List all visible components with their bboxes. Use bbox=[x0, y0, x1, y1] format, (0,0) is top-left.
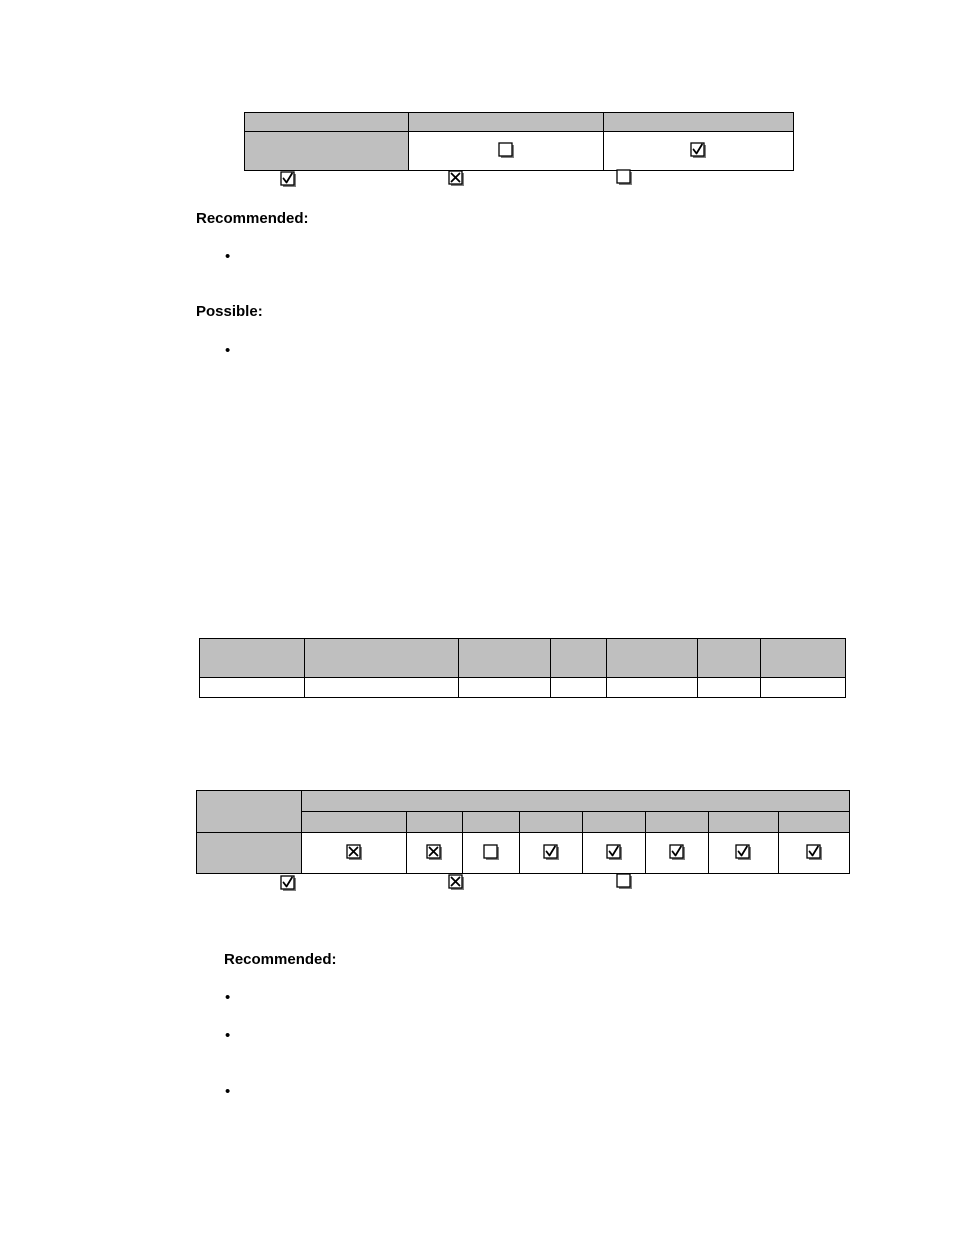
table-header-row bbox=[197, 791, 850, 812]
table-header-cell bbox=[709, 812, 779, 833]
table-header-cell bbox=[302, 812, 407, 833]
table-header-cell bbox=[245, 113, 409, 132]
table-cell bbox=[646, 833, 709, 874]
table-header-cell bbox=[409, 113, 604, 132]
crossed-box-icon bbox=[448, 170, 465, 187]
recommended-heading: Recommended: bbox=[224, 951, 337, 968]
table-header-cell bbox=[698, 639, 761, 678]
empty-box-icon bbox=[483, 844, 500, 861]
row-header-cell bbox=[197, 791, 302, 833]
list-item bbox=[225, 1084, 230, 1099]
row-label-cell bbox=[197, 833, 302, 874]
table-cell bbox=[409, 132, 604, 171]
table-row bbox=[197, 833, 850, 874]
table-header-cell bbox=[779, 812, 850, 833]
empty-box-icon bbox=[498, 142, 515, 159]
table-header-cell bbox=[761, 639, 846, 678]
checked-box-icon bbox=[735, 844, 752, 861]
list-item bbox=[225, 990, 230, 1005]
table-header-cell bbox=[607, 639, 698, 678]
table-cell bbox=[607, 678, 698, 698]
table-cell bbox=[604, 132, 794, 171]
table-cell bbox=[761, 678, 846, 698]
row-label-cell bbox=[245, 132, 409, 171]
table-cell bbox=[305, 678, 459, 698]
table-header-cell bbox=[646, 812, 709, 833]
checked-box-icon bbox=[669, 844, 686, 861]
table-cell bbox=[407, 833, 463, 874]
list-item bbox=[225, 1028, 230, 1043]
crossed-box-icon bbox=[426, 844, 443, 861]
status-table-3 bbox=[196, 790, 850, 874]
table-row bbox=[245, 132, 794, 171]
table-header-cell bbox=[407, 812, 463, 833]
table-cell bbox=[779, 833, 850, 874]
table-cell bbox=[698, 678, 761, 698]
checked-box-icon bbox=[280, 171, 297, 188]
group-header-cell bbox=[302, 791, 850, 812]
table-cell bbox=[520, 833, 583, 874]
checked-box-icon bbox=[543, 844, 560, 861]
list-item bbox=[225, 249, 230, 264]
empty-box-icon bbox=[616, 169, 633, 186]
table-cell bbox=[200, 678, 305, 698]
table-header-cell bbox=[463, 812, 520, 833]
recommended-heading: Recommended: bbox=[196, 210, 309, 227]
checked-box-icon bbox=[280, 875, 297, 892]
checked-box-icon bbox=[806, 844, 823, 861]
table-header-row bbox=[245, 113, 794, 132]
table-header-cell bbox=[305, 639, 459, 678]
table-cell bbox=[302, 833, 407, 874]
crossed-box-icon bbox=[448, 874, 465, 891]
table-header-cell bbox=[551, 639, 607, 678]
table-cell bbox=[551, 678, 607, 698]
crossed-box-icon bbox=[346, 844, 363, 861]
table-header-row bbox=[200, 639, 846, 678]
table-header-cell bbox=[459, 639, 551, 678]
status-table-1 bbox=[244, 112, 794, 171]
list-item bbox=[225, 343, 230, 358]
table-header-cell bbox=[520, 812, 583, 833]
table-header-cell bbox=[583, 812, 646, 833]
table-cell bbox=[459, 678, 551, 698]
table-cell bbox=[709, 833, 779, 874]
table-cell bbox=[463, 833, 520, 874]
table-row bbox=[200, 678, 846, 698]
empty-box-icon bbox=[616, 873, 633, 890]
table-cell bbox=[583, 833, 646, 874]
table-header-cell bbox=[200, 639, 305, 678]
data-table-2 bbox=[199, 638, 846, 698]
table-header-cell bbox=[604, 113, 794, 132]
checked-box-icon bbox=[606, 844, 623, 861]
checked-box-icon bbox=[690, 142, 707, 159]
possible-heading: Possible: bbox=[196, 303, 263, 320]
